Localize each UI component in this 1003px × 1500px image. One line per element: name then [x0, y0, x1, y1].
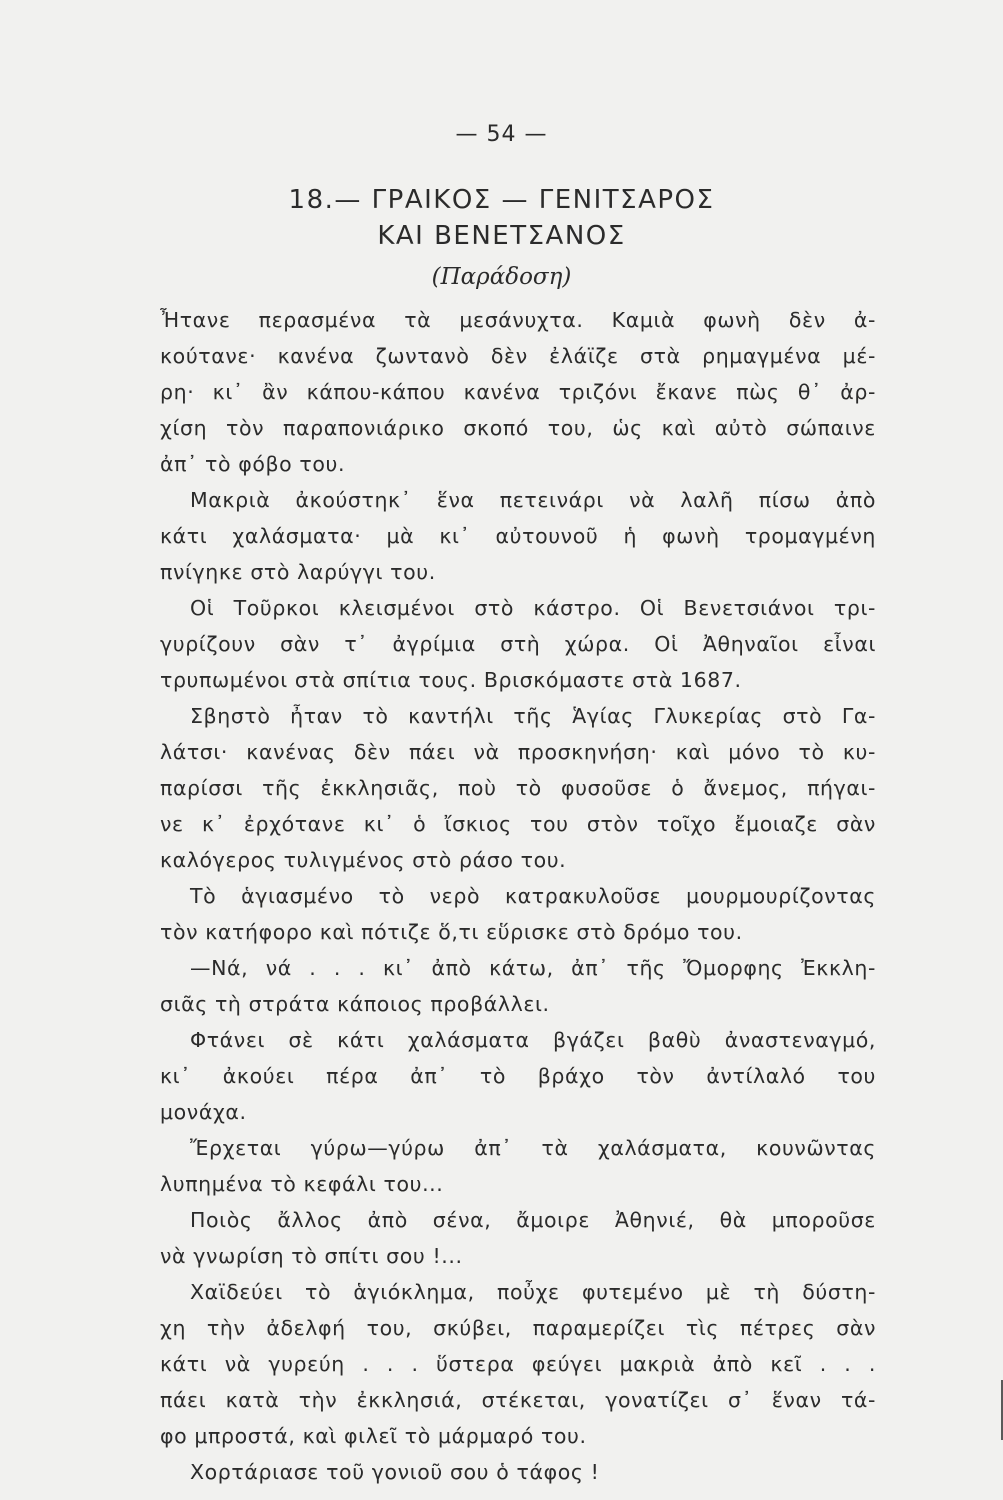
text-line: Σβηστὸ ἦταν τὸ καντήλι τῆς Ἁγίας Γλυκερίας στὸ Γα- — [190, 704, 876, 728]
text-line: Ποιὸς ἄλλος ἀπὸ σένα, ἄμοιρε Ἀθηνιέ, θὰ μποροῦσε — [190, 1208, 876, 1232]
text-line: Φτάνει σὲ κάτι χαλάσματα βγάζει βαθὺ ἀναστεναγμό, — [190, 1028, 876, 1052]
text-line: κάτι χαλάσματα· μὰ κι᾿ αὐτουνοῦ ἡ φωνὴ τρομαγμένη — [160, 524, 876, 548]
text-line: χίση τὸν παραπονιάρικο σκοπό του, ὡς καὶ αὐτὸ σώπαινε — [160, 416, 876, 440]
text-line: —Νά, νά . . . κι᾿ ἀπὸ κάτω, ἀπ᾿ τῆς Ὄμορφης Ἐκκλη- — [190, 956, 876, 980]
text-line: παρίσσι τῆς ἐκκλησιᾶς, ποὺ τὸ φυσοῦσε ὁ ἄνεμος, πήγαι- — [160, 776, 876, 800]
body-text — [160, 302, 876, 1490]
text-line: λυπημένα τὸ κεφάλι του... — [160, 1172, 444, 1196]
page-number: — 54 — — [455, 122, 548, 147]
chapter-title-line-2: ΚΑΙ ΒΕΝΕΤΣΑΝΟΣ — [377, 221, 626, 251]
chapter-title — [0, 182, 1003, 254]
text-line: κούτανε· κανένα ζωντανὸ δὲν ἐλάϊζε στὰ ρημαγμένα μέ- — [160, 344, 876, 368]
text-line: γυρίζουν σὰν τ᾿ ἀγρίμια στὴ χώρα. Οἱ Ἀθηναῖοι εἶναι — [160, 632, 876, 656]
text-line: Ἔρχεται γύρω—γύρω ἀπ᾿ τὰ χαλάσματα, κουνῶντας — [190, 1136, 876, 1160]
text-line: νε κ᾿ ἐρχότανε κι᾿ ὁ ἴσκιος του στὸν τοῖχο ἔμοιαζε σὰν — [160, 812, 876, 836]
text-line: κι᾿ ἀκούει πέρα ἀπ᾿ τὸ βράχο τὸν ἀντίλαλό του — [160, 1064, 876, 1088]
chapter-title-line-1: 18.— ΓΡΑΙΚΟΣ — ΓΕΝΙΤΣΑΡΟΣ — [288, 185, 715, 215]
text-line: τὸν κατήφορο καὶ πότιζε ὅ,τι εὕρισκε στὸ δρόμο του. — [160, 920, 743, 944]
text-line: τρυπωμένοι στὰ σπίτια τους. Βρισκόμαστε στὰ 1687. — [160, 668, 742, 692]
text-line: νὰ γνωρίση τὸ σπίτι σου !... — [160, 1244, 463, 1268]
text-line: Μακριὰ ἀκούστηκ᾿ ἕνα πετεινάρι νὰ λαλῆ πίσω ἀπὸ — [190, 488, 876, 512]
chapter-subtitle: (Παράδοση) — [431, 264, 572, 290]
text-line: ρη· κι᾿ ἂν κάπου-κάπου κανένα τριζόνι ἔκανε πὼς θ᾿ ἀρ- — [160, 380, 876, 404]
text-line: πάει κατὰ τὴν ἐκκλησιά, στέκεται, γονατίζει σ᾿ ἕναν τά- — [160, 1388, 876, 1412]
text-line: πνίγηκε στὸ λαρύγγι του. — [160, 560, 436, 584]
text-line: Χαϊδεύει τὸ ἁγιόκλημα, ποὖχε φυτεμένο μὲ τὴ δύστη- — [190, 1280, 876, 1304]
text-line: χη τὴν ἀδελφή του, σκύβει, παραμερίζει τὶς πέτρες σὰν — [160, 1316, 876, 1340]
text-line: λάτσι· κανένας δὲν πάει νὰ προσκηνήση· καὶ μόνο τὸ κυ- — [160, 740, 876, 764]
text-line: Οἱ Τοῦρκοι κλεισμένοι στὸ κάστρο. Οἱ Βενετσιάνοι τρι- — [190, 596, 876, 620]
text-line: Χορτάριασε τοῦ γονιοῦ σου ὁ τάφος ! — [190, 1460, 600, 1484]
text-line: καλόγερος τυλιγμένος στὸ ράσο του. — [160, 848, 567, 872]
text-line: φο μπροστά, καὶ φιλεῖ τὸ μάρμαρό του. — [160, 1424, 587, 1448]
text-line: Τὸ ἁγιασμένο τὸ νερὸ κατρακυλοῦσε μουρμουρίζοντας — [190, 884, 876, 908]
text-line: κάτι νὰ γυρεύη . . . ὕστερα φεύγει μακριὰ ἀπὸ κεῖ . . . — [160, 1352, 876, 1376]
text-line: σιᾶς τὴ στράτα κάποιος προβάλλει. — [160, 992, 550, 1016]
text-line: ἀπ᾿ τὸ φόβο του. — [160, 452, 346, 476]
text-line: μονάχα. — [160, 1100, 247, 1124]
text-line: Ἦτανε περασμένα τὰ μεσάνυχτα. Καμιὰ φωνὴ δὲν ἀ- — [160, 308, 876, 332]
